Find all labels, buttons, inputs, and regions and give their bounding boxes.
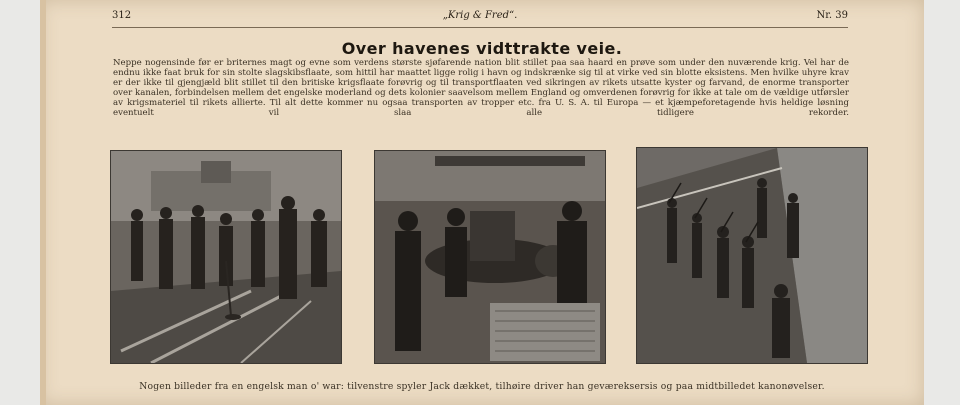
photo-rifle-drill bbox=[636, 147, 868, 364]
running-head bbox=[112, 10, 848, 24]
article-headline: Over havenes vidttrakte veie. bbox=[341, 39, 623, 58]
page-number: 312 bbox=[112, 10, 132, 21]
photo-caption: Nogen billeder fra en engelsk man o' war: tilvenstre spyler Jack dækket, tilhøire driver han geværeksersis og paa midtbilledet kanonøvelser. bbox=[139, 381, 825, 392]
article-intro: Neppe nogensinde før er briternes magt og evne som verdens største sjøfarende nation blit stillet paa saa haard en prøve som under den nuværende krig. Vel har de endnu ikke faat bruk for sin stolte slagskibsflaate, som hittil har maattet ligge rolig i havn og indskrænke sig til at virke ved sin blotte eksistens. Men hvilke uhyre krav er der ikke til gjengjæld blit stillet til den britiske krigsflaate forøvrig og til transportflaaten ved sikringen av rikets utsatte kyster og farvand, de enorme transporter over kanalen, forbindelsen mellem det engelske moderland og dets kolonier saavelsom mellem England og omverdenen forøvrig for ikke at tale om de vældige utførsler av krigsmateriel til rikets allierte. Til alt dette kommer nu ogsaa transporten av tropper etc. fra U. S. A. til Europa — et kjæmpeforetagende hvis heldige løsning eventuelt vil slaa alle tidligere rekorder. bbox=[113, 58, 849, 119]
magazine-page bbox=[40, 0, 924, 405]
header-rule bbox=[112, 27, 848, 28]
publication-title: „Krig & Fred“. bbox=[442, 10, 518, 21]
photo-deck-washing bbox=[110, 150, 342, 364]
issue-number: Nr. 39 bbox=[816, 10, 848, 21]
photo-gun-drill bbox=[374, 150, 606, 364]
page-edge bbox=[40, 0, 46, 405]
